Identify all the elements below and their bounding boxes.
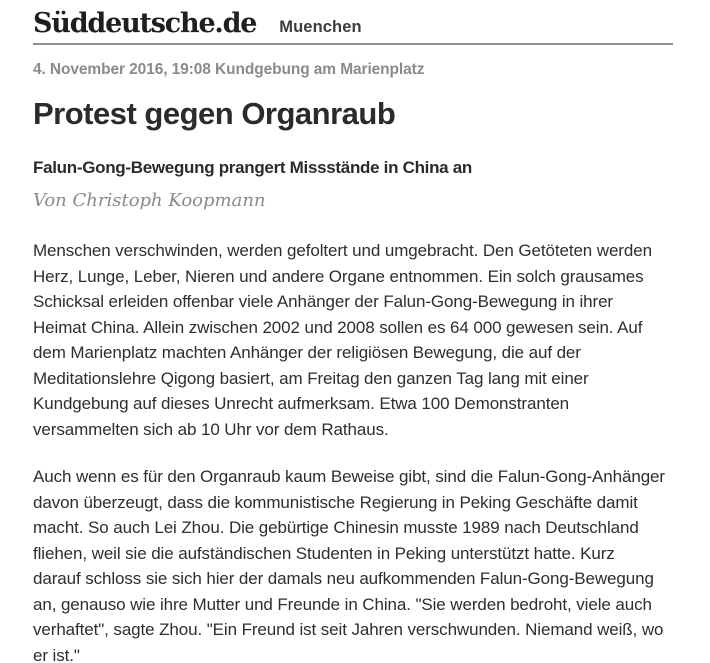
text-line: Auch wenn es für den Organraub kaum Beweise gibt, sind die Falun-Gong-Anhänger xyxy=(33,467,665,486)
text-line: Menschen verschwinden, werden gefoltert und umgebracht. Den Getöteten werden xyxy=(33,241,652,260)
site-header xyxy=(33,6,683,43)
article-kicker xyxy=(33,60,683,80)
text-line: versammelten sich ab 10 Uhr vor dem Rathaus. xyxy=(33,419,389,439)
text-line: dem Marienplatz machten Anhänger der religiösen Bewegung, die auf der xyxy=(33,343,581,362)
text-line: darauf schloss sie sich hier der damals neu aufkommenden Falun-Gong-Bewegung xyxy=(33,569,654,588)
article-paragraph xyxy=(33,464,683,663)
article-byline: Von Christoph Koopmann xyxy=(33,190,266,211)
header-divider xyxy=(33,43,673,45)
text-line: Kundgebung auf dieses Unrecht aufmerksam. Etwa 100 Demonstranten xyxy=(33,394,570,413)
section-label-muenchen[interactable]: Muenchen xyxy=(279,18,362,36)
article-headline: Protest gegen Organraub xyxy=(33,96,396,131)
text-line: verhaftet", sagte Zhou. "Ein Freund ist seit Jahren verschwunden. Niemand weiß, wo xyxy=(33,620,664,639)
text-line: Heimat China. Allein zwischen 2002 und 2008 sollen es 64 000 gewesen sein. Auf xyxy=(33,317,643,337)
text-line: er ist." xyxy=(33,645,80,663)
text-line: Schicksal erleiden offenbar viele Anhänger der Falun-Gong-Bewegung in ihrer xyxy=(33,292,613,311)
text-line: an, genauso wie ihre Mutter und Freunde in China. "Sie werden bedroht, viele auch xyxy=(33,594,652,614)
text-line: Herz, Lunge, Leber, Nieren und andere Organe entnommen. Ein solch grausames xyxy=(33,266,644,286)
text-line: macht. So auch Lei Zhou. Die gebürtige Chinesin musste 1989 nach Deutschland xyxy=(33,518,639,537)
article-topic: Kundgebung am Marienplatz xyxy=(215,61,425,78)
article-body xyxy=(33,238,683,663)
site-logo[interactable]: Süddeutsche.de xyxy=(33,8,257,39)
text-line: fliehen, weil sie die aufständischen Studenten in Peking unterstützt hatte. Kurz xyxy=(33,543,615,563)
article-datetime: 4. November 2016, 19:08 xyxy=(33,61,211,78)
text-line: davon überzeugt, dass die kommunistische Regierung in Peking Geschäfte damit xyxy=(33,492,638,512)
article xyxy=(33,60,683,663)
content-column xyxy=(33,6,683,663)
text-line: Meditationslehre Qigong basiert, am Freitag den ganzen Tag lang mit einer xyxy=(33,368,589,388)
article-paragraph xyxy=(33,238,683,442)
article-subheadline: Falun-Gong-Bewegung prangert Missstände in China an xyxy=(33,158,473,177)
